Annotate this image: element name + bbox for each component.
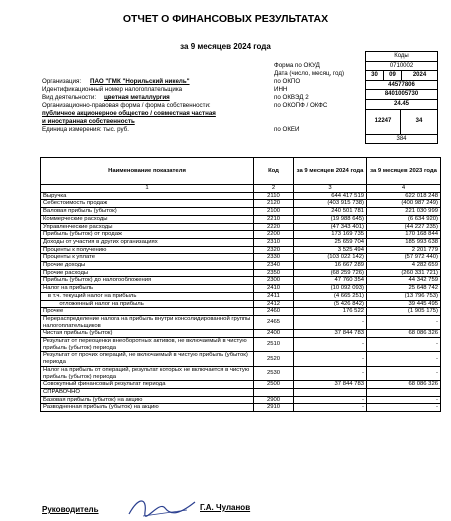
row-name-cell: Прибыль (убыток) от продаж — [41, 231, 254, 239]
report-title: ОТЧЕТ О ФИНАНСОВЫХ РЕЗУЛЬТАТАХ — [122, 13, 329, 25]
table-row — [41, 388, 441, 396]
index-cell: 3 — [294, 185, 367, 193]
row-code-cell: 2460 — [254, 308, 294, 316]
row-value-2023-cell: - — [367, 404, 441, 412]
signature-scribble-icon — [125, 494, 205, 520]
row-value-2023-cell: 221 030 999 — [367, 208, 441, 216]
row-code-cell: 2412 — [254, 300, 294, 308]
okved-label: по ОКВЭД 2 — [274, 94, 309, 101]
row-value-2023-cell: (57 972 440) — [367, 254, 441, 262]
row-code-cell: 2220 — [254, 223, 294, 231]
table-row — [41, 277, 441, 285]
report-date — [366, 70, 437, 80]
unit-label: Единица измерения: тыс. руб. — [42, 126, 129, 133]
date-month: 09 — [383, 71, 401, 80]
table-row — [41, 215, 441, 223]
row-value-2024-cell: - — [294, 352, 367, 366]
table-row — [41, 330, 441, 338]
row-code-cell: 2465 — [254, 315, 294, 329]
row-code-cell: 2110 — [254, 192, 294, 200]
row-name-cell: Прочие доходы — [41, 262, 254, 270]
row-name-cell: СПРАВОЧНО — [41, 388, 254, 396]
row-name-cell: Базовая прибыль (убыток) на акцию — [41, 396, 254, 404]
col-header-2024: за 9 месяцев 2024 года — [294, 158, 367, 185]
row-name-cell: Доходы от участия в других организациях — [41, 238, 254, 246]
table-row — [41, 231, 441, 239]
inn-code: 8401005730 — [366, 89, 437, 99]
row-name-cell: Совокупный финансовый результат периода — [41, 381, 254, 389]
row-value-2024-cell: 16 667 289 — [294, 262, 367, 270]
row-name-cell: Себестоимость продаж — [41, 200, 254, 208]
table-row — [41, 404, 441, 412]
row-value-2023-cell: - — [367, 352, 441, 366]
index-cell: 4 — [367, 185, 441, 193]
row-name-cell: Коммерческие расходы — [41, 215, 254, 223]
row-code-cell: 2400 — [254, 330, 294, 338]
row-value-2024-cell: (403 915 738) — [294, 200, 367, 208]
row-value-2024-cell: 37 844 783 — [294, 381, 367, 389]
table-index-row — [41, 185, 441, 193]
row-name-cell: Валовая прибыль (убыток) — [41, 208, 254, 216]
row-name-cell: отложенный налог на прибыль — [41, 300, 254, 308]
table-row — [41, 238, 441, 246]
col-header-2023: за 9 месяцев 2023 года — [367, 158, 441, 185]
row-value-2023-cell: 39 445 495 — [367, 300, 441, 308]
table-row — [41, 192, 441, 200]
okfs-code: 34 — [400, 110, 437, 134]
row-code-cell: 2520 — [254, 352, 294, 366]
okpo-code: 44577806 — [366, 80, 437, 90]
row-value-2023-cell: (6 634 920) — [367, 215, 441, 223]
row-value-2023-cell: - — [367, 366, 441, 380]
row-value-2024-cell: 240 501 781 — [294, 208, 367, 216]
row-value-2024-cell: (4 665 251) — [294, 292, 367, 300]
col-header-name: Наименование показателя — [41, 158, 254, 185]
table-row — [41, 366, 441, 380]
row-value-2024-cell: (47 343 401) — [294, 223, 367, 231]
row-code-cell: 2900 — [254, 396, 294, 404]
row-code-cell: 2330 — [254, 254, 294, 262]
org-label: Организация: — [42, 78, 82, 85]
okud-label: Форма по ОКУД — [274, 62, 320, 69]
row-code-cell: 2320 — [254, 246, 294, 254]
legal-form-line2: и иностранная собственность — [42, 118, 135, 125]
row-name-cell: Управленческие расходы — [41, 223, 254, 231]
table-row — [41, 254, 441, 262]
table-row — [41, 285, 441, 293]
legal-form-label: Организационно-правовая форма / форма собственности: — [42, 102, 211, 109]
table-row — [41, 292, 441, 300]
table-header-row — [41, 158, 441, 185]
row-code-cell: 2910 — [254, 404, 294, 412]
table-row — [41, 308, 441, 316]
row-value-2024-cell: 173 169 735 — [294, 231, 367, 239]
date-year: 2024 — [401, 71, 437, 80]
row-code-cell: 2500 — [254, 381, 294, 389]
table-row — [41, 200, 441, 208]
row-code-cell: 2530 — [254, 366, 294, 380]
index-cell: 2 — [254, 185, 294, 193]
okud-code: 0710002 — [366, 61, 437, 71]
row-value-2023-cell: (13 796 753) — [367, 292, 441, 300]
row-value-2024-cell: (5 426 842) — [294, 300, 367, 308]
row-value-2023-cell: 4 282 659 — [367, 262, 441, 270]
row-value-2023-cell: 68 086 326 — [367, 381, 441, 389]
row-code-cell: 2350 — [254, 269, 294, 277]
table-row — [41, 396, 441, 404]
row-value-2024-cell: 3 525 494 — [294, 246, 367, 254]
row-value-2023-cell: 185 993 638 — [367, 238, 441, 246]
row-name-cell: Проценты к уплате — [41, 254, 254, 262]
table-row — [41, 338, 441, 352]
org-name: ПАО "ГМК "Норильский никель" — [90, 78, 190, 85]
row-value-2024-cell: (68 259 726) — [294, 269, 367, 277]
row-name-cell: Чистая прибыль (убыток) — [41, 330, 254, 338]
row-value-2023-cell: 44 342 759 — [367, 277, 441, 285]
activity-label: Вид деятельности: — [42, 94, 97, 101]
row-code-cell: 2210 — [254, 215, 294, 223]
row-name-cell: Разводненная прибыль (убыток) на акцию — [41, 404, 254, 412]
okei-label: по ОКЕИ — [274, 126, 300, 133]
signatory-role: Руководитель — [42, 505, 99, 514]
date-label: Дата (число, месяц, год) — [274, 70, 345, 77]
row-name-cell: в т.ч. текущий налог на прибыль — [41, 292, 254, 300]
table-row — [41, 381, 441, 389]
okopf-label: по ОКОПФ / ОКФС — [274, 102, 328, 109]
activity-value: цветная металлургия — [104, 94, 170, 101]
row-code-cell: 2411 — [254, 292, 294, 300]
row-value-2024-cell: 47 760 354 — [294, 277, 367, 285]
financial-results-table — [40, 157, 441, 412]
row-name-cell: Результат от прочих операций, не включаемый в чистую прибыль (убыток) периода — [41, 352, 254, 366]
row-value-2024-cell: - — [294, 396, 367, 404]
row-value-2023-cell: - — [367, 315, 441, 329]
row-name-cell: Перераспределение налога на прибыль внутри консолидированной группы налогоплательщиков — [41, 315, 254, 329]
row-value-2024-cell: (10 092 093) — [294, 285, 367, 293]
row-name-cell: Налог на прибыль от операций, результат которых не включается в чистую прибыль (убыток) периода — [41, 366, 254, 380]
okopf-okfs-codes — [366, 109, 437, 134]
row-code-cell — [254, 388, 294, 396]
date-day: 30 — [371, 72, 378, 79]
row-value-2023-cell: - — [367, 338, 441, 352]
row-value-2023-cell: (44 227 235) — [367, 223, 441, 231]
row-value-2023-cell: 25 648 742 — [367, 285, 441, 293]
row-value-2023-cell: 622 018 248 — [367, 192, 441, 200]
okpo-label: по ОКПО — [274, 78, 301, 85]
row-code-cell: 2300 — [254, 277, 294, 285]
row-name-cell: Проценты к получению — [41, 246, 254, 254]
okei-code: 384 — [366, 134, 437, 144]
inn-id-label: Идентификационный номер налогоплательщика — [42, 86, 183, 93]
row-value-2023-cell: 170 168 844 — [367, 231, 441, 239]
report-period: за 9 месяцев 2024 года — [180, 42, 271, 51]
table-row — [41, 223, 441, 231]
table-row — [41, 352, 441, 366]
table-row — [41, 262, 441, 270]
col-header-code: Код — [254, 158, 294, 185]
row-value-2024-cell: 644 417 519 — [294, 192, 367, 200]
row-value-2024-cell: - — [294, 366, 367, 380]
codes-heading: Коды — [394, 53, 409, 59]
okved-code: 24.45 — [366, 99, 437, 109]
table-row — [41, 300, 441, 308]
row-name-cell: Выручка — [41, 192, 254, 200]
table-row — [41, 269, 441, 277]
row-code-cell: 2310 — [254, 238, 294, 246]
inn-label: ИНН — [274, 86, 288, 93]
row-value-2023-cell: (260 331 721) — [367, 269, 441, 277]
row-value-2023-cell: - — [367, 396, 441, 404]
row-value-2024-cell: - — [294, 404, 367, 412]
row-value-2023-cell: (400 987 249) — [367, 200, 441, 208]
okopf-code: 12247 — [374, 118, 392, 125]
row-name-cell: Налог на прибыль — [41, 285, 254, 293]
row-value-2024-cell: 25 659 704 — [294, 238, 367, 246]
row-code-cell: 2120 — [254, 200, 294, 208]
row-value-2024-cell: (19 988 645) — [294, 215, 367, 223]
row-name-cell: Прибыль (убыток) до налогообложения — [41, 277, 254, 285]
row-value-2023-cell: 2 201 779 — [367, 246, 441, 254]
row-code-cell: 2340 — [254, 262, 294, 270]
legal-form-line1: публичное акционерное общество / совместная частная — [42, 110, 216, 117]
row-value-2023-cell — [367, 388, 441, 396]
row-value-2024-cell: - — [294, 338, 367, 352]
row-value-2024-cell: - — [294, 315, 367, 329]
row-value-2023-cell: (1 905 175) — [367, 308, 441, 316]
row-code-cell: 2510 — [254, 338, 294, 352]
codes-box — [365, 51, 438, 144]
table-row — [41, 208, 441, 216]
row-value-2024-cell: 176 522 — [294, 308, 367, 316]
row-name-cell: Прочие расходы — [41, 269, 254, 277]
table-row — [41, 315, 441, 329]
row-name-cell: Прочее — [41, 308, 254, 316]
row-value-2023-cell: 68 086 326 — [367, 330, 441, 338]
index-cell: 1 — [41, 185, 254, 193]
row-value-2024-cell: 37 844 783 — [294, 330, 367, 338]
row-name-cell: Результат от переоценки внеоборотных активов, не включаемый в чистую прибыль (убыток) периода — [41, 338, 254, 352]
signatory-name: Г.А. Чуланов — [200, 503, 251, 512]
row-value-2024-cell — [294, 388, 367, 396]
table-row — [41, 246, 441, 254]
row-code-cell: 2100 — [254, 208, 294, 216]
row-code-cell: 2200 — [254, 231, 294, 239]
row-value-2024-cell: (103 022 142) — [294, 254, 367, 262]
row-code-cell: 2410 — [254, 285, 294, 293]
